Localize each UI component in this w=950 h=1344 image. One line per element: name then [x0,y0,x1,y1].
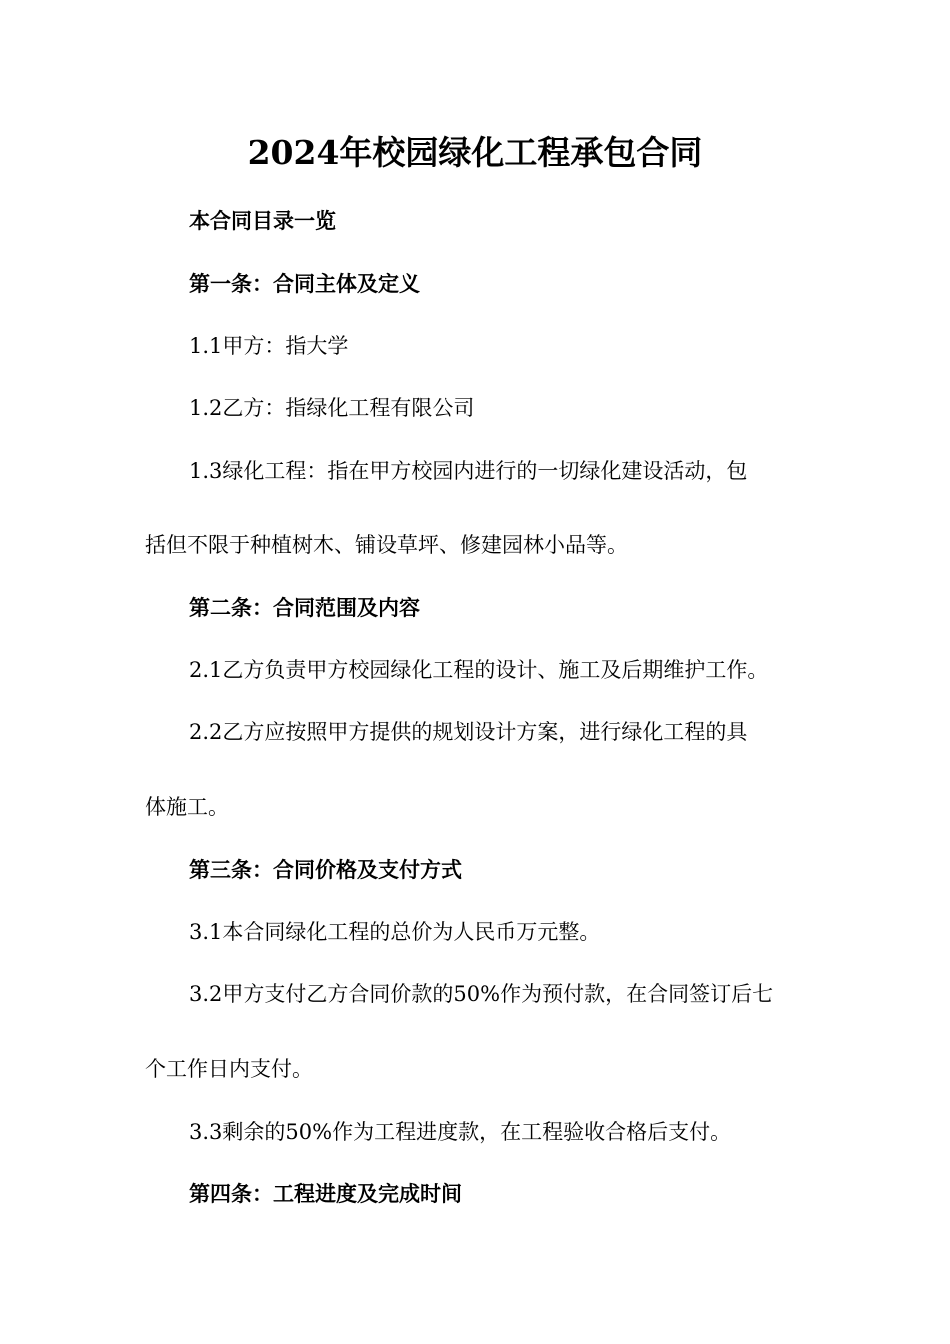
document-title: 2024年校园绿化工程承包合同 [247,133,703,172]
article-1-heading: 第一条：合同主体及定义 [189,271,420,296]
article-2-heading: 第二条：合同范围及内容 [189,595,420,620]
article-3-heading: 第三条：合同价格及支付方式 [189,857,462,882]
clause-2-2-line-2: 体施工。 [145,795,229,819]
clause-3-3: 3.3剩余的50%作为工程进度款，在工程验收合格后支付。 [189,1120,732,1144]
clause-3-1: 3.1本合同绿化工程的总价为人民币万元整。 [189,920,601,944]
table-of-contents-heading: 本合同目录一览 [189,208,336,233]
clause-1-3-line-2: 括但不限于种植树木、铺设草坪、修建园林小品等。 [145,533,628,557]
article-4-heading: 第四条：工程进度及完成时间 [189,1181,462,1206]
clause-2-2-line-1: 2.2乙方应按照甲方提供的规划设计方案，进行绿化工程的具 [189,720,748,744]
clause-1-3-line-1: 1.3绿化工程：指在甲方校园内进行的一切绿化建设活动，包 [189,459,748,483]
clause-3-2-line-2: 个工作日内支付。 [145,1057,313,1081]
clause-2-1: 2.1乙方负责甲方校园绿化工程的设计、施工及后期维护工作。 [189,658,769,682]
clause-1-1: 1.1甲方：指大学 [189,334,349,358]
clause-3-2-line-1: 3.2甲方支付乙方合同价款的50%作为预付款，在合同签订后七 [189,982,774,1006]
clause-1-2: 1.2乙方：指绿化工程有限公司 [189,396,475,420]
